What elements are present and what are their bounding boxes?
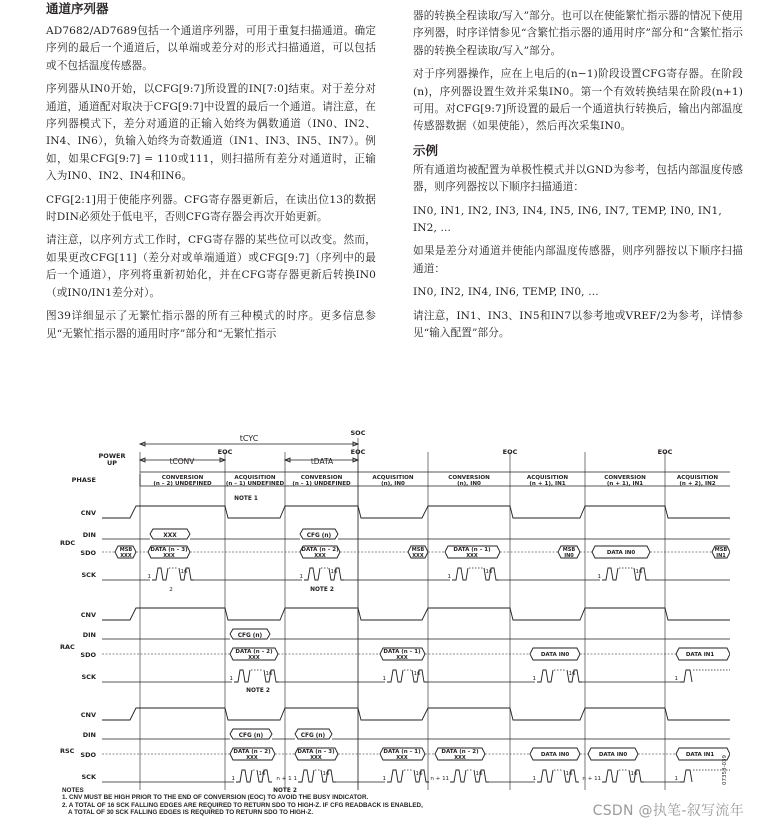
sck-count-label: 16 — [635, 569, 643, 575]
left-column — [46, 0, 376, 349]
box-label: DATA (n – 3) — [150, 547, 188, 553]
sck-pulse — [537, 670, 553, 682]
box-label: XXX — [314, 553, 326, 559]
box-label: XXX — [310, 755, 322, 761]
box-label: DATA (n – 1) — [383, 749, 421, 755]
eoc-label: EOC — [657, 448, 673, 456]
box-label: DATA (n – 1) — [383, 649, 421, 655]
note2-label: NOTE 2 — [246, 688, 270, 694]
sck-pulse — [234, 670, 250, 682]
sck-count-label: 1 — [299, 574, 303, 580]
phase-name: ACQUISITION — [676, 475, 719, 481]
sck-count-label: 16 — [485, 569, 493, 575]
sck-count-label: 16 — [258, 771, 266, 777]
box-label: CFG (n) — [306, 533, 332, 539]
soc-label: SOC — [350, 429, 366, 437]
phase-detail: (n – 1) UNDEFINED — [225, 481, 285, 487]
box-label: DATA (n – 1) — [453, 547, 491, 553]
notes-title: NOTES — [62, 787, 84, 794]
sck-pulse — [387, 670, 403, 682]
sck-count-label: 1 — [674, 776, 678, 782]
phase-detail: (n – 1) UNDEFINED — [292, 481, 351, 487]
phase-name: ACQUISITION — [526, 475, 569, 481]
tconv-label: tCONV — [169, 457, 195, 466]
sck-pulse — [236, 770, 252, 782]
phase-detail: (n + 2), IN2 — [679, 481, 716, 487]
paragraph: 对于序列器操作，应在上电后的(n−1)阶段设置CFG寄存器。在阶段(n)，序列器设置生效并采集IN0。第一个有效转换结果在阶段(n+1)可用。对CFG[9:7]所设置的最后一个通道执行转换后，输出内部温度传感器数据（如果使能），然后再次采集IN0。 — [413, 68, 743, 133]
sck-count-label: 16 — [565, 771, 573, 777]
box-label: XXX — [163, 533, 177, 539]
box-label: XXX — [412, 553, 424, 559]
sck-count-label: 1 — [229, 676, 233, 682]
cnv-waveform — [102, 506, 730, 518]
paragraph: 如果是差分对通道并使能内部温度传感器，则序列器按以下顺序扫描通道： — [413, 245, 743, 275]
sck-pulse — [450, 770, 466, 782]
paragraph: 所有通道均被配置为单极性模式并以GND为参考，包括内部温度传感器，则序列器按以下顺序扫描通道： — [413, 163, 743, 194]
phase-detail: (n – 2) UNDEFINED — [153, 481, 212, 487]
box-label: CFG (n) — [300, 733, 326, 739]
phase-name: CONVERSION — [448, 475, 490, 481]
paragraph: 序列器从IN0开始，以CFG[9:7]所设置的IN[7:0]结束。对于差分对通道，通道配对取决于CFG[9:7]中设置的最后一个通道。请注意，在序列器模式下，差分对通道的正输入始终为偶数通道（IN0、IN2、IN4、IN6），负输入始终为奇数通道（IN1、IN3、IN5、IN7）。例如，如果CFG[9:7] = 110或111，则扫描所有差分对通道时，正输入为IN0、IN2、IN4和IN6。 — [46, 83, 376, 183]
phase-detail: (n), IN0 — [381, 481, 405, 487]
sck-count-label: 16 — [330, 569, 338, 575]
note1-label: NOTE 1 — [234, 496, 258, 502]
sck-pulse — [298, 770, 314, 782]
sck-pulse — [452, 568, 468, 580]
figure-notes — [62, 787, 582, 817]
signal-label-cnv: CNV — [80, 611, 96, 619]
eoc-label: EOC — [502, 448, 518, 456]
note2-label: NOTE 2 — [273, 788, 297, 794]
timing-diagram-svg — [40, 420, 730, 800]
phase-name: ACQUISITION — [234, 475, 276, 481]
sck-count-label: n + 1 — [276, 776, 292, 782]
power-up-label: POWER — [98, 452, 126, 460]
box-label: CFG (n) — [238, 733, 264, 739]
cnv-waveform — [102, 608, 730, 620]
box-label: MSB — [714, 547, 728, 553]
box-label: XXX — [246, 755, 258, 761]
sck-pulse — [680, 770, 692, 782]
sck-count-label: 1 — [382, 776, 386, 782]
signal-label-sdo: SDO — [80, 651, 96, 659]
paragraph: 请注意，以序列方式工作时，CFG寄存器的某些位可以改变。然而，如果更改CFG[11]（差分对或单端通道）或CFG[9:7]（序列中的最后一个通道），序列将重新初始化，并在CFG寄存器更新后转换IN0（或IN0/IN1差分对）。 — [46, 234, 376, 299]
box-label: DATA IN0 — [540, 652, 570, 658]
phase-name: CONVERSION — [161, 475, 204, 481]
note-item: 1. CNV MUST BE HIGH PRIOR TO THE END OF CONVERSION (EOC) TO AVOID THE BUSY INDICATOR. — [62, 794, 369, 802]
paragraph: 图39详细显示了无繁忙指示器的所有三种模式的时序。更多信息参见“无繁忙指示器的通用时序”部分和“无繁忙指示 — [46, 310, 376, 340]
sck-pulse — [680, 670, 692, 682]
watermark: CSDN @执笔-叙写流年 — [592, 803, 744, 819]
tcyc-label: tCYC — [239, 434, 259, 443]
box-label: DATA (n – 2) — [441, 749, 479, 755]
signal-label-sdo: SDO — [80, 549, 96, 557]
box-label: IN0 — [564, 553, 574, 559]
sck-pulse — [152, 568, 168, 580]
signal-label-sck: SCK — [81, 673, 96, 681]
box-label: XXX — [163, 553, 175, 559]
tdata-label: tDATA — [310, 457, 334, 466]
phase-name: ACQUISITION — [372, 475, 414, 481]
sck-pulse — [304, 568, 320, 580]
sck-count-label: 16 — [630, 771, 638, 777]
sck-pulse — [602, 568, 618, 580]
sck-count-label: 2 — [169, 587, 173, 593]
sck-pulse — [602, 770, 618, 782]
signal-label-sdo: SDO — [80, 751, 96, 759]
sck-count-label: n + 1 — [582, 776, 598, 782]
box-label: XXX — [396, 655, 408, 661]
sck-count-label: 1 — [382, 676, 386, 682]
paragraph: 请注意，IN1、IN3、IN5和IN7以参考地或VREF/2为参考，详情参见“输入配置”部分。 — [413, 309, 743, 340]
box-label: DATA IN0 — [598, 752, 628, 758]
sck-pulse — [387, 770, 403, 782]
phase-detail: (n), IN0 — [457, 481, 481, 487]
power-up-label: UP — [106, 459, 118, 467]
sck-count-label: 16 — [415, 771, 423, 777]
sck-count-label: 16 — [413, 671, 421, 677]
phase-detail: (n + 1), IN1 — [606, 481, 644, 487]
note-item: 2. A TOTAL OF 16 SCK FALLING EDGES ARE REQUIRED TO RETURN SDO TO HIGH-Z. IF CFG READBACK IS ENABLED, — [62, 801, 423, 809]
sck-count-label: 1 — [293, 776, 297, 782]
section-heading-example: 示例 — [413, 142, 439, 158]
sck-count-label: 1 — [597, 776, 601, 782]
sck-count-label: n + 1 — [430, 776, 446, 782]
sck-count-label: 16 — [322, 771, 330, 777]
sequence-example: IN0, IN1, IN2, IN3, IN4, IN5, IN6, IN7, TEMP, IN0, IN1, IN2, … — [413, 204, 722, 235]
sck-count-label: 16 — [180, 569, 188, 575]
box-label: CFG (n) — [237, 633, 263, 639]
phase-label: PHASE — [71, 476, 96, 484]
signal-label-cnv: CNV — [80, 711, 96, 719]
group-label-rsc: RSC — [60, 747, 75, 755]
box-label: DATA IN1 — [685, 652, 715, 658]
sck-count-label: 1 — [597, 574, 601, 580]
box-label: XXX — [466, 553, 478, 559]
signal-label-sck: SCK — [81, 571, 96, 579]
box-label: DATA IN1 — [685, 752, 715, 758]
signal-label-cnv: CNV — [80, 509, 96, 517]
eoc-label: EOC — [217, 448, 233, 456]
phase-name: CONVERSION — [604, 475, 646, 481]
sequence-example: IN0, IN2, IN4, IN6, TEMP, IN0, … — [413, 286, 599, 299]
box-label: DATA (n – 2) — [301, 547, 339, 553]
group-label-rdc: RDC — [60, 539, 76, 547]
phase-detail: (n + 1), IN1 — [529, 481, 566, 487]
cnv-waveform — [102, 708, 730, 720]
signal-label-din: DIN — [82, 731, 96, 739]
timing-diagram — [40, 420, 730, 800]
box-label: DATA IN0 — [540, 752, 570, 758]
eoc-label: EOC — [350, 448, 366, 456]
paragraph: 器的转换全程读取/写入”部分。也可以在使能繁忙指示器的情况下使用序列器，时序详情参见“含繁忙指示器的通用时序”部分和“含繁忙指示器的转换全程读取/写入”部分。 — [413, 10, 743, 57]
sck-count-label: 1 — [674, 676, 678, 682]
box-label: DATA (n – 2) — [235, 649, 273, 655]
sck-count-label: 1 — [532, 776, 536, 782]
sck-count-label: 1 — [445, 776, 449, 782]
signal-label-din: DIN — [82, 631, 96, 639]
box-label: DATA IN0 — [606, 550, 636, 556]
section-heading-channel-sequencer: 通道序列器 — [46, 1, 109, 16]
note2-label: NOTE 2 — [310, 587, 334, 593]
box-label: XXX — [396, 755, 408, 761]
sck-count-label: 1 — [532, 676, 536, 682]
sck-count-label: 16 — [475, 771, 483, 777]
box-label: XXX — [120, 553, 132, 559]
sck-count-label: 1 — [447, 574, 451, 580]
box-label: DATA (n – 3) — [297, 749, 335, 755]
box-label: XXX — [454, 755, 466, 761]
sck-count-label: 16 — [265, 671, 273, 677]
sck-pulse — [537, 770, 553, 782]
sck-count-label: 16 — [568, 671, 576, 677]
sck-count-label: 1 — [147, 574, 151, 580]
paragraph: AD7682/AD7689包括一个通道序列器，可用于重复扫描通道。确定序列的最后一个通道后，以单端或差分对的形式扫描通道，可以包括或不包括温度传感器。 — [46, 25, 376, 72]
signal-label-din: DIN — [82, 531, 96, 539]
note-item: A TOTAL OF 30 SCK FALLING EDGES IS REQUIRED TO RETURN SDO TO HIGH-Z. — [68, 809, 314, 817]
box-label: DATA (n – 2) — [233, 749, 271, 755]
right-column — [413, 0, 743, 349]
box-label: IN1 — [716, 553, 726, 559]
sck-count-label: 1 — [231, 776, 235, 782]
phase-name: CONVERSION — [300, 475, 343, 481]
signal-label-sck: SCK — [81, 773, 96, 781]
figure-id: 07353-039 — [722, 755, 728, 785]
paragraph: CFG[2:1]用于使能序列器。CFG寄存器更新后，在读出位13的数据时DIN必须处于低电平，否则CFG寄存器会再次开始更新。 — [46, 193, 376, 224]
box-label: XXX — [248, 655, 260, 661]
box-label: MSB — [411, 547, 425, 553]
box-label: MSB — [562, 547, 576, 553]
box-label: MSB — [119, 547, 133, 553]
group-label-rac: RAC — [60, 643, 75, 651]
